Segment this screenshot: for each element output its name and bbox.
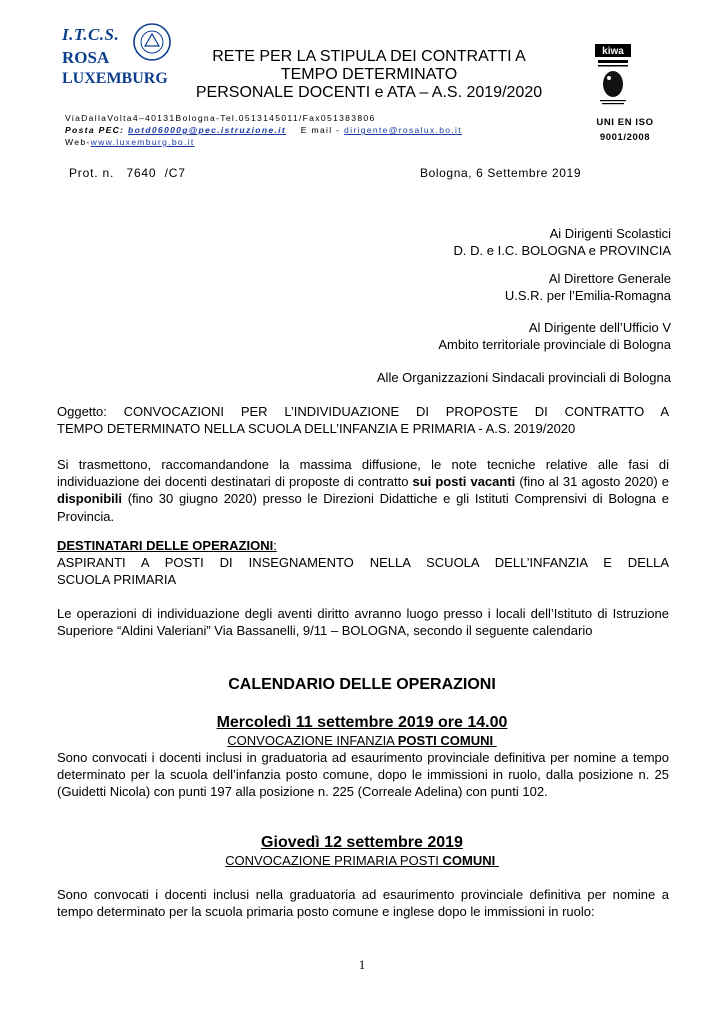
intro-text: Si trasmettono, raccomandandone la massima diffusione, le note tecniche relative alle fasi di individuazione dei docenti destinatari di proposte di contratto [57,457,669,490]
web-line [65,136,462,148]
day1-sub-bold: POSTI COMUNI [397,733,494,748]
recipient-block-3 [438,319,671,353]
recipient-line: Al Direttore Generale [548,271,671,286]
school-logo [62,26,174,102]
protocol-number: Prot. n. 7640 /C7 [69,166,186,180]
recipient-block-2 [505,270,671,304]
email-link[interactable]: dirigente@rosalux.bo.it [344,125,462,135]
recipient-line: Ai Dirigenti Scolastici [549,226,671,241]
day2-heading: Giovedì 12 settembre 2019 [261,834,463,851]
school-contacts [65,112,462,148]
day1-subheading [0,733,724,748]
day1-sub-prefix: CONVOCAZIONE INFANZIA [227,733,398,748]
intro-bold-vacant: sui posti vacanti [412,474,516,490]
subject [57,403,669,437]
iso-certification [588,115,662,145]
logo-line-itcs: I.T.C.S. [62,25,120,44]
day1-body: Sono convocati i docenti inclusi in graduatoria ad esaurimento provinciale definitiva per nomine a tempo determinato per la scuola dell’infanzia posto comune, dopo le immissioni in ruolo, dalla posizione n. 25 (Guidetti Nicola) con punti 197 alla posizione n. 225 (Correale Adelina) con punti 102. [57,750,669,800]
subject-line-2: TEMPO DETERMINATO NELLA SCUOLA DELL’INFANZIA E PRIMARIA - A.S. 2019/2020 [57,421,576,437]
logo-line-luxemburg: LUXEMBURG [62,70,168,87]
iso-line-1: UNI EN ISO [596,117,654,128]
recipient-block-4 [377,369,671,386]
pec-label: Posta PEC: [65,125,125,135]
title-line-3: PERSONALE DOCENTI e ATA – A.S. 2019/2020 [195,84,543,101]
intro-paragraph [57,456,669,525]
pec-line [65,124,462,136]
intro-text: (fino 30 giugno 2020) presso le Direzioni Didattiche e gli Istituti Comprensivi di Bologna e Provincia. [57,491,669,524]
recipient-line: U.S.R. per l’Emilia-Romagna [504,288,671,303]
day2-body: Sono convocati i docenti inclusi nella graduatoria ad esaurimento provinciale definitiva per nomine a tempo determinato per la scuola primaria posto comune e inglese dopo le immissioni in ruolo: [57,887,669,920]
intro-text: (fino al 31 agosto 2020) e [515,474,669,490]
recipient-block-1 [454,225,671,259]
web-link[interactable]: www.luxemburg.bo.it [90,137,195,147]
recipient-line: D. D. e I.C. BOLOGNA e PROVINCIA [453,243,671,258]
title-line-2: TEMPO DETERMINATO [280,66,458,83]
day2-sub-prefix: CONVOCAZIONE PRIMARIA POSTI [225,853,443,868]
operations-paragraph: Le operazioni di individuazione degli aventi diritto avranno luogo presso i locali dell’Istituto di Istruzione Superiore “Aldini Valeriani” Via Bassanelli, 9/11 – BOLOGNA, secondo il seguente calendario [57,606,669,639]
destinatari-body [57,554,669,588]
day2-subheading [0,853,724,868]
pec-link[interactable]: botd06000g@pec.istruzione.it [128,125,286,135]
recipient-line: Al Dirigente dell’Ufficio V [528,320,671,335]
document-date: Bologna, 6 Settembre 2019 [420,166,582,180]
destinatari-heading [57,537,277,554]
logo-line-rosa: ROSA [62,48,110,67]
letterhead-title [178,48,560,102]
destinatari-line-1: ASPIRANTI A POSTI DI INSEGNAMENTO NELLA SCUOLA DELL’INFANZIA E DELLA [57,555,669,570]
destinatari-heading-text: DESTINATARI DELLE OPERAZIONI [57,538,274,553]
address-line: ViaDallaVolta4–40131Bologna-Tel.0513145011/Fax051383806 [65,113,376,123]
page-number: 1 [358,957,366,972]
day1-heading: Mercoledì 11 settembre 2019 ore 14.00 [216,714,508,731]
intro-bold-available: disponibili [57,491,122,507]
web-label: Web- [65,137,91,147]
subject-line-1: Oggetto: CONVOCAZIONI PER L’INDIVIDUAZIONE DI PROPOSTE DI CONTRATTO A [57,404,669,419]
day2-sub-bold: COMUNI [442,853,496,868]
title-line-1: RETE PER LA STIPULA DEI CONTRATTI A [212,48,526,65]
recipient-line: Ambito territoriale provinciale di Bologna [438,337,671,352]
iso-line-2: 9001/2008 [599,132,651,143]
destinatari-line-2: SCUOLA PRIMARIA [57,572,177,588]
seal-icon [132,22,172,62]
destinatari-colon: : [273,538,277,553]
calendar-title: CALENDARIO DELLE OPERAZIONI [228,676,496,693]
recipient-line: Alle Organizzazioni Sindacali provinciali di Bologna [376,370,671,385]
kiwa-certification-icon [595,44,631,110]
email-label: E mail - [300,125,341,135]
kiwa-brand-text: kiwa [602,46,624,57]
